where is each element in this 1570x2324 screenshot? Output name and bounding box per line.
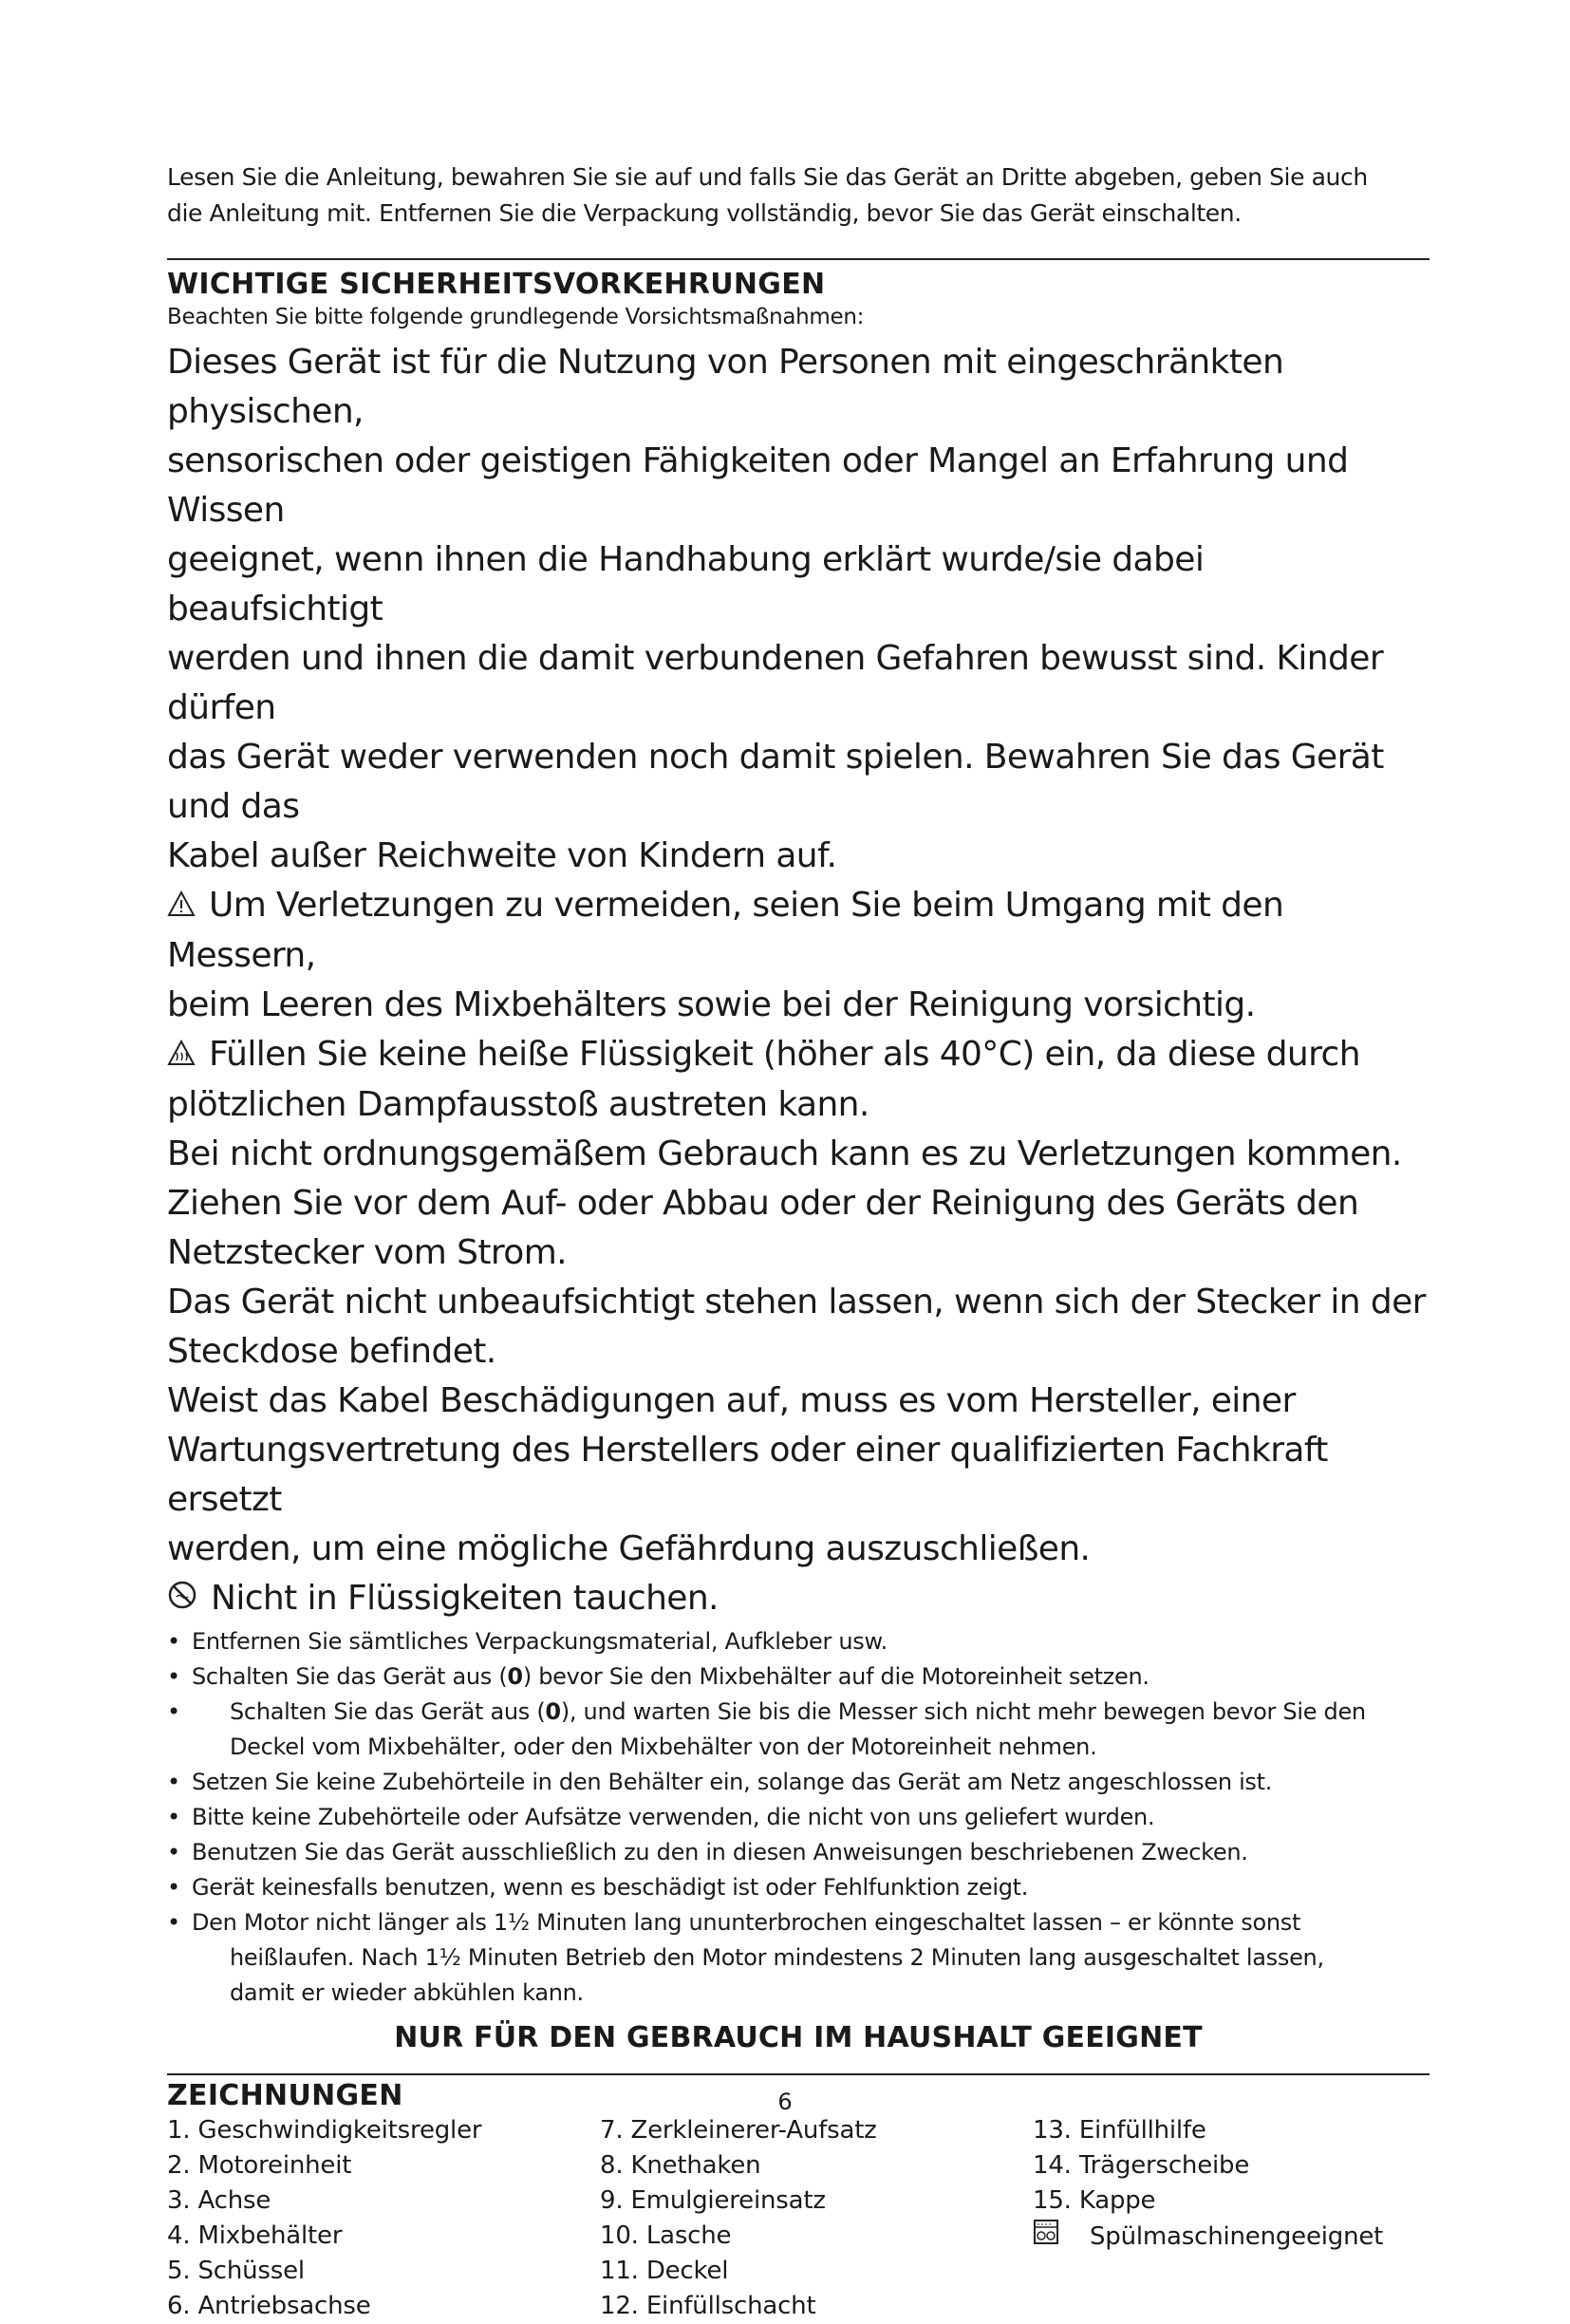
bullet-continuation: damit er wieder abkühlen kann. bbox=[230, 1979, 584, 2006]
list-item: 11. Deckel bbox=[600, 2257, 729, 2285]
safety-line: Das Gerät nicht unbeaufsichtigt stehen lassen, wenn sich der Stecker in der bbox=[167, 1283, 1426, 1321]
list-item: • Gerät keinesfalls benutzen, wenn es beschädigt ist oder Fehlfunktion zeigt. bbox=[167, 1870, 1430, 1905]
bullet-text: ) bevor Sie den Mixbehälter auf die Motoreinheit setzen. bbox=[522, 1663, 1149, 1690]
intro-text bbox=[167, 159, 1430, 232]
warning-triangle-icon bbox=[167, 882, 196, 931]
list-item bbox=[167, 1905, 1430, 2011]
safety-line: sensorischen oder geistigen Fähigkeiten oder Mangel an Erfahrung und Wissen bbox=[167, 441, 1349, 530]
warning-knives bbox=[167, 881, 1430, 1030]
list-item: 4. Mixbehälter bbox=[167, 2221, 343, 2250]
dishwasher-item bbox=[1033, 2219, 1383, 2256]
list-item: • Setzen Sie keine Zubehörteile in den Behälter ein, solange das Gerät am Netz angeschlossen ist. bbox=[167, 1765, 1430, 1800]
safety-line: Weist das Kabel Beschädigungen auf, muss es vom Hersteller, einer bbox=[167, 1381, 1296, 1420]
intro-line: Lesen Sie die Anleitung, bewahren Sie sie auf und falls Sie das Gerät an Dritte abgeben, geben Sie auch bbox=[167, 163, 1368, 191]
list-item: 2. Motoreinheit bbox=[167, 2151, 352, 2180]
list-item: 10. Lasche bbox=[600, 2221, 732, 2250]
list-item: 15. Kappe bbox=[1033, 2186, 1156, 2215]
safety-line: werden und ihnen die damit verbundenen Gefahren bewusst sind. Kinder dürfen bbox=[167, 639, 1384, 727]
safety-line: Dieses Gerät ist für die Nutzung von Personen mit eingeschränkten physischen, bbox=[167, 343, 1284, 431]
parts-column bbox=[167, 2113, 600, 2324]
list-item: 13. Einfüllhilfe bbox=[1033, 2116, 1206, 2145]
parts-column bbox=[600, 2113, 1033, 2324]
manual-page bbox=[167, 159, 1430, 2324]
list-item: 12. Einfüllschacht bbox=[600, 2292, 816, 2320]
bullet-text: ), und warten Sie bis die Messer sich nicht mehr bewegen bevor Sie den bbox=[560, 1698, 1366, 1725]
safety-line bbox=[167, 881, 1430, 981]
safety-line: Wartungsvertretung des Herstellers oder einer qualifizierten Fachkraft ersetzt bbox=[167, 1431, 1328, 1519]
safety-line: Ziehen Sie vor dem Auf- oder Abbau oder der Reinigung des Geräts den bbox=[167, 1184, 1359, 1223]
safety-line: Bei nicht ordnungsgemäßem Gebrauch kann es zu Verletzungen kommen. bbox=[167, 1134, 1402, 1173]
safety-line: das Gerät weder verwenden noch damit spielen. Bewahren Sie das Gerät und das bbox=[167, 738, 1384, 826]
parts-list bbox=[167, 2113, 1430, 2324]
list-item: 5. Schüssel bbox=[167, 2257, 305, 2285]
list-item bbox=[167, 1659, 1430, 1695]
bullet-continuation: heißlaufen. Nach 1½ Minuten Betrieb den Motor mindestens 2 Minuten lang ausgeschaltet lassen, bbox=[230, 1944, 1324, 1971]
list-item: 1. Geschwindigkeitsregler bbox=[167, 2116, 482, 2145]
safety-subtitle: Beachten Sie bitte folgende grundlegende Vorsichtsmaßnahmen: bbox=[167, 305, 865, 329]
household-notice: NUR FÜR DEN GEBRAUCH IM HAUSHALT GEEIGNET bbox=[394, 2021, 1203, 2054]
list-item: • Entfernen Sie sämtliches Verpackungsmaterial, Aufkleber usw. bbox=[167, 1624, 1430, 1659]
page-number: 6 bbox=[777, 2089, 793, 2115]
safety-line: plötzlichen Dampfausstoß austreten kann. bbox=[167, 1085, 869, 1124]
bullet-text: Schalten Sie das Gerät aus ( bbox=[230, 1698, 546, 1725]
list-item bbox=[167, 1695, 1430, 1765]
no-immersion-line bbox=[167, 1574, 1430, 1624]
safety-line: Kabel außer Reichweite von Kindern auf. bbox=[167, 836, 837, 875]
no-immersion-icon bbox=[167, 1575, 197, 1624]
list-item: 6. Antriebsachse bbox=[167, 2292, 371, 2320]
drawings-title: ZEICHNUNGEN bbox=[167, 2079, 403, 2112]
warning-hot-liquid bbox=[167, 1030, 1430, 1130]
dishwasher-safe-icon bbox=[1033, 2219, 1059, 2256]
list-item: • Benutzen Sie das Gerät ausschließlich zu den in diesen Anweisungen beschriebenen Zwecken. bbox=[167, 1835, 1430, 1870]
safety-line: Steckdose befindet. bbox=[167, 1332, 496, 1371]
safety-title: WICHTIGE SICHERHEITSVORKEHRUNGEN bbox=[167, 268, 826, 301]
hot-liquid-warning-icon bbox=[167, 1031, 196, 1080]
safety-bullet-list bbox=[167, 1624, 1430, 2011]
section-divider bbox=[167, 2073, 1430, 2075]
section-divider bbox=[167, 258, 1430, 260]
list-item: 3. Achse bbox=[167, 2186, 271, 2215]
list-item: 8. Knethaken bbox=[600, 2151, 761, 2180]
intro-line: die Anleitung mit. Entfernen Sie die Verpackung vollständig, bevor Sie das Gerät einschalten. bbox=[167, 199, 1242, 227]
parts-column bbox=[1033, 2113, 1383, 2324]
warning-text: Füllen Sie keine heiße Flüssigkeit (höher als 40°C) ein, da diese durch bbox=[209, 1035, 1360, 1074]
list-item: 9. Emulgiereinsatz bbox=[600, 2186, 826, 2215]
list-item: 7. Zerkleinerer-Aufsatz bbox=[600, 2116, 877, 2145]
safety-line: beim Leeren des Mixbehälters sowie bei der Reinigung vorsichtig. bbox=[167, 985, 1256, 1024]
off-symbol: 0 bbox=[507, 1663, 523, 1690]
safety-line: Netzstecker vom Strom. bbox=[167, 1233, 568, 1272]
list-item: • Bitte keine Zubehörteile oder Aufsätze verwenden, die nicht von uns geliefert wurden. bbox=[167, 1800, 1430, 1835]
safety-line: werden, um eine mögliche Gefährdung auszuschließen. bbox=[167, 1529, 1091, 1568]
no-immersion-text: Nicht in Flüssigkeiten tauchen. bbox=[211, 1579, 719, 1618]
dishwasher-label: Spülmaschinengeeignet bbox=[1090, 2222, 1384, 2251]
off-symbol: 0 bbox=[545, 1698, 561, 1725]
safety-line bbox=[167, 1030, 1430, 1080]
bullet-text: Schalten Sie das Gerät aus ( bbox=[192, 1663, 508, 1690]
bullet-text: Den Motor nicht länger als 1½ Minuten lang ununterbrochen eingeschaltet lassen – er könnte sonst bbox=[192, 1909, 1301, 1936]
warning-text: Um Verletzungen zu vermeiden, seien Sie beim Umgang mit den Messern, bbox=[167, 886, 1284, 975]
safety-paragraph bbox=[167, 338, 1430, 881]
bullet-continuation: Deckel vom Mixbehälter, oder den Mixbehälter von der Motoreinheit nehmen. bbox=[230, 1734, 1097, 1760]
safety-line: geeignet, wenn ihnen die Handhabung erklärt wurde/sie dabei beaufsichtigt bbox=[167, 540, 1205, 628]
list-item: 14. Trägerscheibe bbox=[1033, 2151, 1250, 2180]
